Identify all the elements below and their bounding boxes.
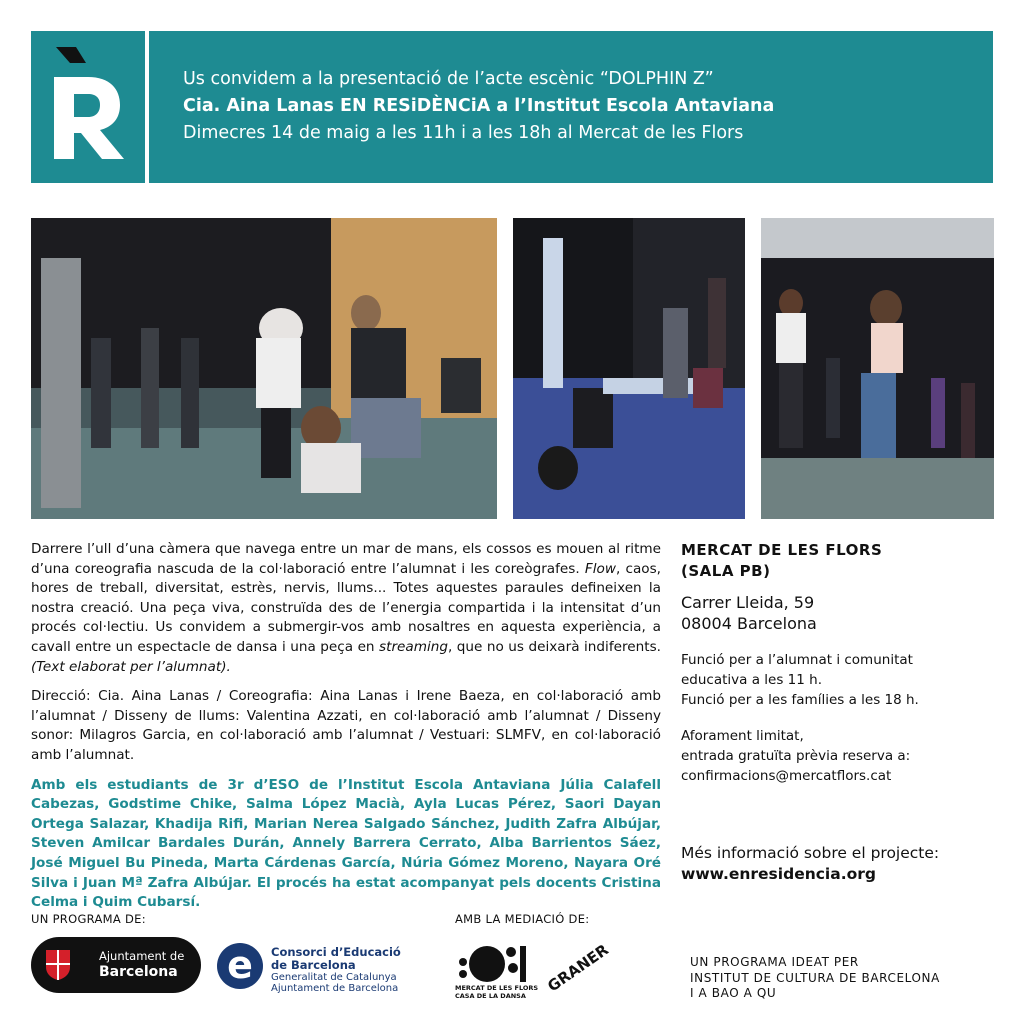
session-students-time: educativa a les 11 h. [681, 672, 822, 688]
graner-logo [544, 937, 612, 999]
consorci-line4: Ajuntament de Barcelona [271, 983, 399, 994]
sessions [681, 650, 1001, 710]
session-families: Funció per a les famílies a les 18 h. [681, 692, 919, 708]
student-note: (Text elaborat per l’alumnat). [31, 658, 231, 675]
barcelona-shield-icon [45, 949, 71, 981]
booking-info [681, 726, 1001, 786]
description-column [31, 540, 661, 913]
credits-paragraph: Direcció: Cia. Aina Lanas / Coreografia: Aina Lanas i Irene Baeza, en col·laboració amb l’alumnat / Disseny de llums: Valentina Azzati, en col·laboració amb l’alumnat / Disseny sonor: Milagros Garcia, en col·laboració amb l’alumnat / Vestuari: SLMFV, en col·laboració amb l’alumnat. [31, 688, 661, 763]
ajuntament-line1: Ajuntament de [99, 949, 185, 963]
date-line: Dimecres 14 de maig a les 11h i a les 18h al Mercat de les Flors [183, 123, 744, 143]
program-credits-line2: INSTITUT DE CULTURA DE BARCELONA [690, 970, 940, 985]
description-text-3: , que no us deixarà indiferents. [448, 638, 661, 655]
program-credits-line3: I A BAO A QU [690, 986, 777, 1000]
venue-column [681, 540, 1001, 786]
invitation-line: Us convidem a la presentació de l’acte escènic “DOLPHIN Z” [183, 69, 714, 89]
enresidencia-logo [50, 47, 130, 162]
photo-rehearsal-group [31, 218, 497, 519]
consorci-line3: Generalitat de Catalunya [271, 972, 397, 983]
program-label: UN PROGRAMA DE: [31, 912, 146, 926]
consorci-e-icon: e [217, 943, 263, 989]
photo-dancers [761, 218, 994, 519]
students-paragraph: Amb els estudiants de 3r d’ESO de l’Institut Escola Antaviana Júlia Calafell Cabezas, Godstime Chike, Salma López Macià, Ayla Lucas Pérez, Saori Dayan Ortega Salazar, Khadija Rifi, Marian Nerea Salgado Sánchez, Judith Zafra Albújar, Steven Amilcar Bardales Durán, Annely Barrera Cerrato, Alba Barrientos Sáez, José Miguel Bu Pineda, Marta Cárdenas García, Núria Gómez Moreno, Nayara Oré Silva i Juan Mª Zafra Albújar. El procés ha estat acompanyat pels docents Cristina Celma i Quim Cubarsí. [31, 776, 661, 911]
mercat-line1: MERCAT DE LES FLORS [455, 984, 539, 992]
company-line: Cia. Aina Lanas EN RESiDÈNCiA a l’Institut Escola Antaviana [183, 96, 775, 116]
flow-word: Flow [584, 560, 616, 577]
mediation-label: AMB LA MEDIACIÓ DE: [455, 912, 590, 926]
photo-cartwheel [513, 218, 745, 519]
consorci-line1: Consorci d’Educació [271, 945, 401, 959]
mercat-line2: CASA DE LA DANSA [455, 992, 526, 1000]
graner-logo-text: GRANER [544, 940, 612, 996]
venue-address [681, 592, 1001, 634]
project-url[interactable]: www.enresidencia.org [681, 865, 876, 883]
street: Carrer Lleida, 59 [681, 593, 815, 612]
entry: entrada gratuïta prèvia reserva a: [681, 748, 911, 764]
ajuntament-line2: Barcelona [99, 964, 178, 980]
description-paragraph [31, 540, 661, 677]
capacity: Aforament limitat, [681, 728, 804, 744]
more-info [681, 843, 939, 885]
session-students: Funció per a l’alumnat i comunitat [681, 652, 913, 668]
booking-email[interactable]: confirmacions@mercatflors.cat [681, 768, 892, 784]
description-text-2: , caos, hores de treball, diversitat, estrès, nervis, llums... Totes aquestes paraules defineixen la nostra creació. Una peça viva, construïda des de l’energia compartida i la intensitat d’un procés col·lectiu. Us convidem a submergir-vos amb nosaltres en aquesta experiència, a cavall entre un espectacle de dansa i una peça en [31, 560, 662, 655]
description-text-1: Darrere l’ull d’una càmera que navega entre un mar de mans, els cossos es mouen al ritme d’una coreografia nascuda de la col·laboració entre l’alumnat i les coreògrafes. [31, 541, 661, 577]
streaming-word: streaming [379, 638, 448, 655]
venue-name: MERCAT DE LES FLORS [681, 541, 883, 559]
venue-room: (SALA PB) [681, 562, 771, 580]
city: 08004 Barcelona [681, 614, 817, 633]
more-info-label: Més informació sobre el projecte: [681, 844, 940, 862]
consorci-line2: de Barcelona [271, 958, 356, 972]
header-text [183, 66, 983, 147]
program-credits-line1: UN PROGRAMA IDEAT PER [690, 955, 859, 969]
ajuntament-logo [31, 937, 201, 993]
program-credits [690, 955, 940, 1002]
